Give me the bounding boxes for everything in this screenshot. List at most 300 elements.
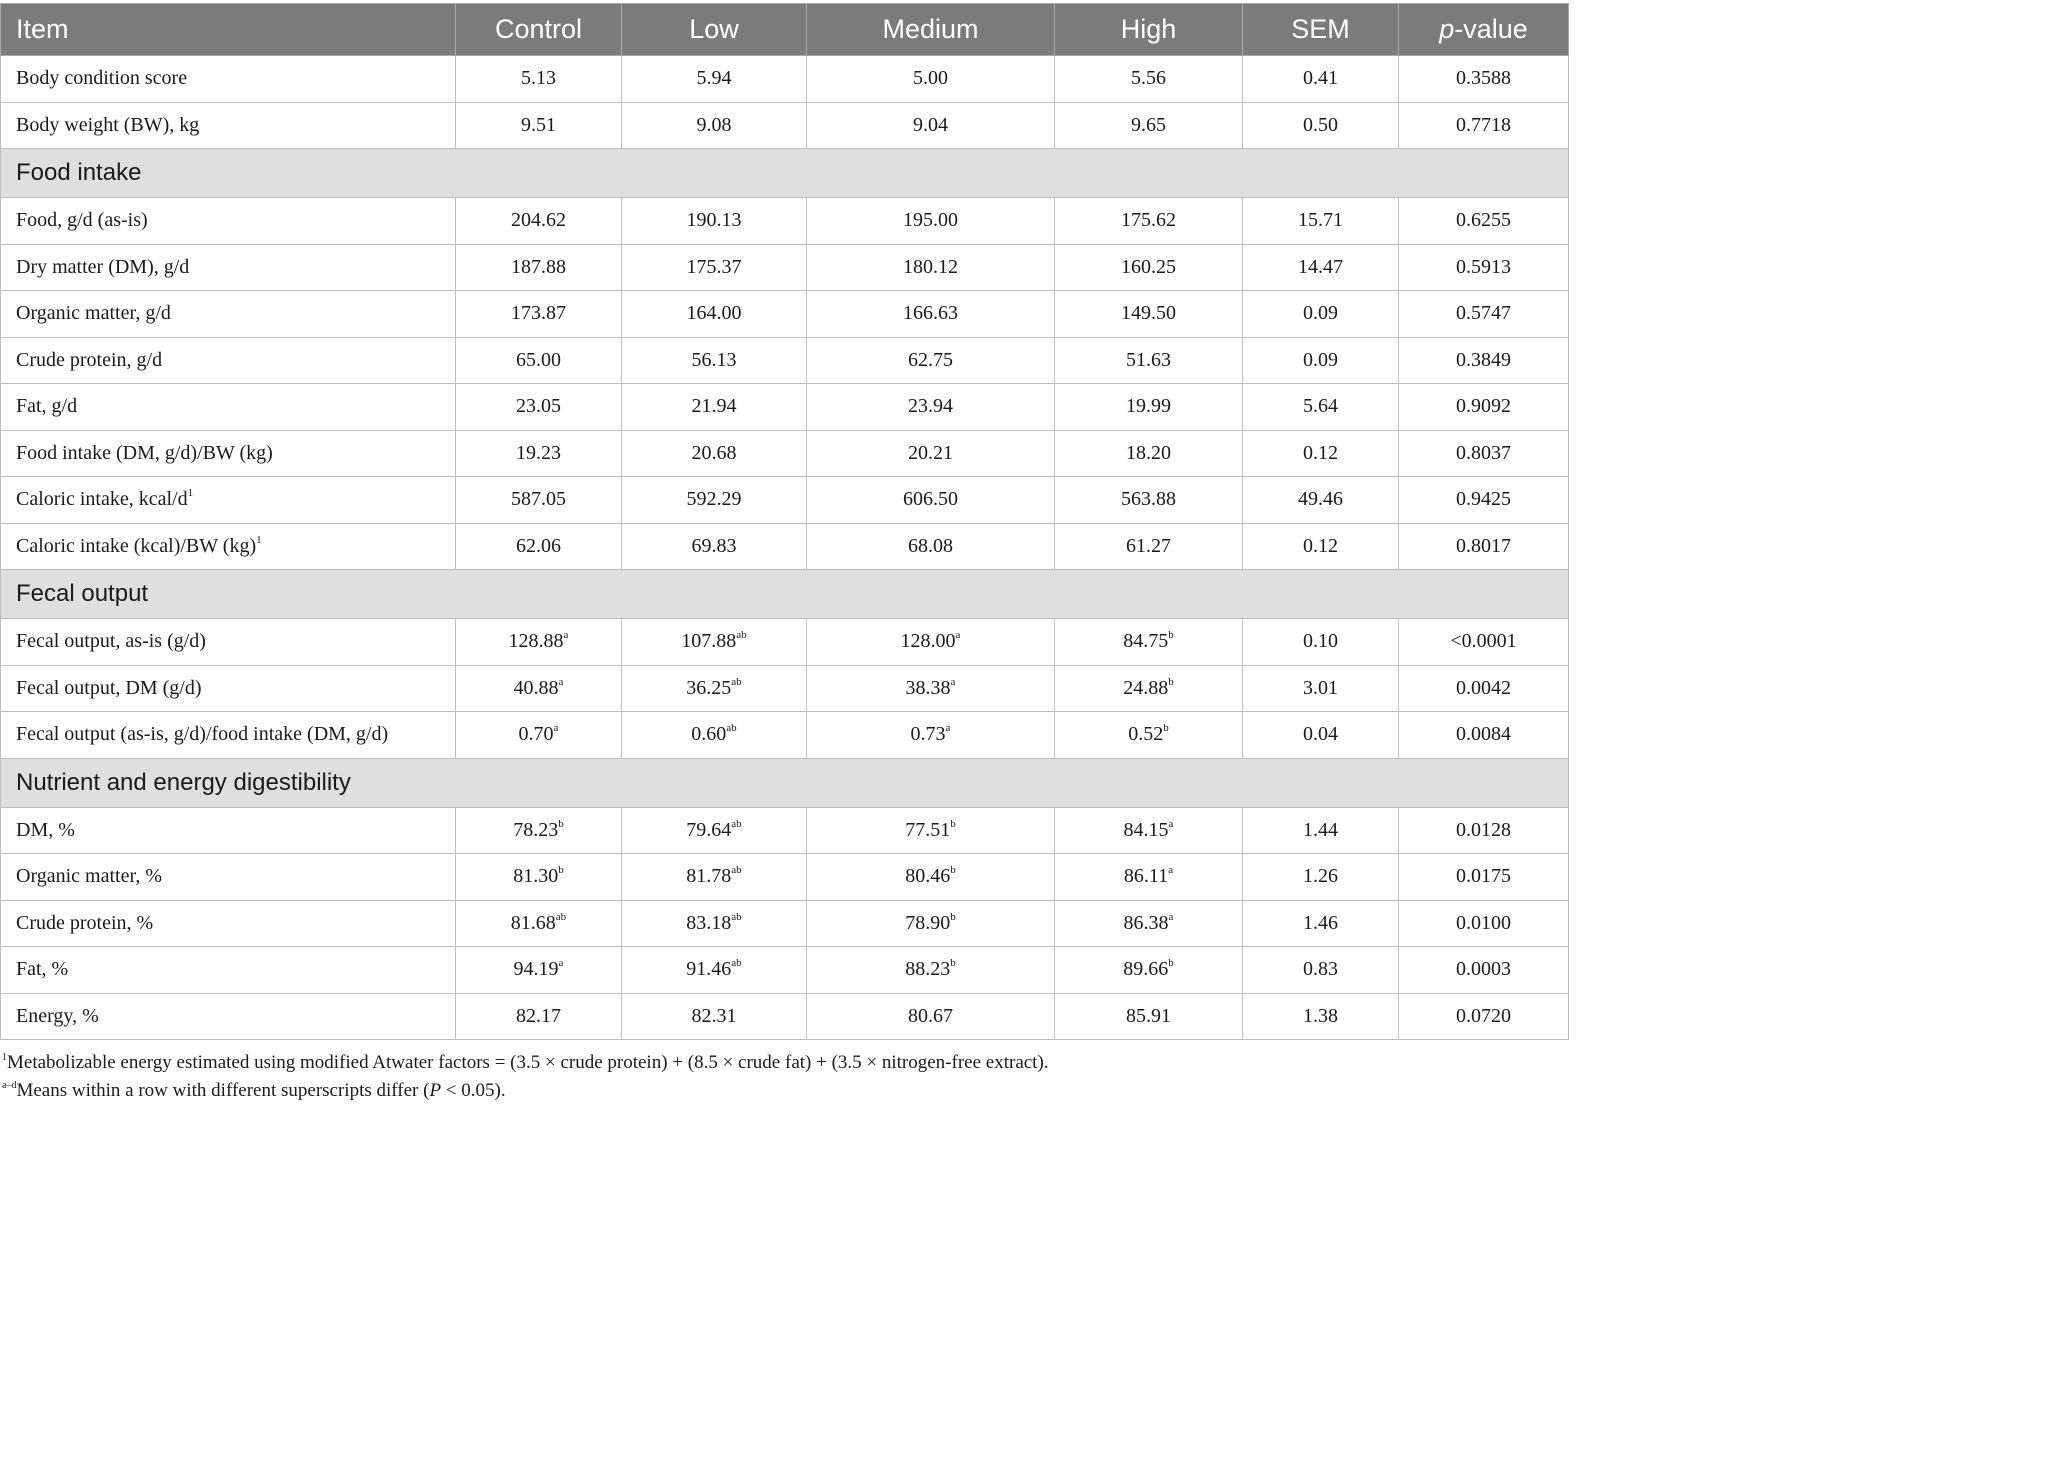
cell-value: 0.04 (1303, 723, 1338, 746)
cell-value: 61.27 (1126, 534, 1171, 557)
cell-value: 0.9425 (1456, 488, 1511, 511)
cell-value: 0.12 (1303, 441, 1338, 464)
cell-control (456, 900, 622, 947)
cell-value: 0.73 (910, 723, 946, 746)
cell-value: 68.08 (908, 534, 953, 557)
footnote-2-text-before: Means within a row with different superscripts differ ( (16, 1080, 430, 1101)
cell-value: 18.20 (1126, 441, 1171, 464)
cell-sem (1243, 619, 1399, 666)
cell-medium (807, 291, 1055, 338)
cell-superscript: ab (731, 817, 742, 830)
table-row (1, 993, 1569, 1040)
cell-sem (1243, 56, 1399, 103)
cell-value: 36.25 (686, 676, 732, 699)
cell-value: 78.90 (905, 911, 951, 934)
row-label (1, 619, 456, 666)
cell-value: 0.6255 (1456, 209, 1511, 232)
cell-value: 40.88 (513, 676, 559, 699)
cell-superscript: b (950, 910, 956, 923)
row-label-text: DM, % (16, 818, 75, 841)
cell-value: 0.12 (1303, 534, 1338, 557)
cell-value: 1.26 (1303, 865, 1338, 888)
row-label (1, 430, 456, 477)
section-row (1, 149, 1569, 198)
cell-value: 38.38 (905, 676, 951, 699)
cell-value: 24.88 (1123, 676, 1169, 699)
cell-value: 84.75 (1123, 630, 1169, 653)
cell-value: 19.99 (1126, 395, 1171, 418)
cell-value: 0.50 (1303, 113, 1338, 136)
table-row (1, 337, 1569, 384)
row-label-footnote-mark: 1 (256, 533, 262, 546)
table-row (1, 665, 1569, 712)
cell-sem (1243, 198, 1399, 245)
row-label-text: Organic matter, g/d (16, 302, 171, 325)
cell-low (622, 384, 807, 431)
cell-pvalue (1399, 198, 1569, 245)
cell-value: 77.51 (905, 818, 951, 841)
cell-high (1055, 477, 1243, 524)
cell-pvalue (1399, 384, 1569, 431)
cell-value: <0.0001 (1450, 630, 1517, 653)
cell-superscript: ab (731, 910, 742, 923)
cell-superscript: b (558, 817, 564, 830)
section-row (1, 570, 1569, 619)
cell-medium (807, 807, 1055, 854)
row-label-text: Fat, % (16, 958, 69, 981)
cell-low (622, 619, 807, 666)
row-label (1, 102, 456, 149)
cell-control (456, 477, 622, 524)
cell-control (456, 102, 622, 149)
cell-high (1055, 337, 1243, 384)
cell-value: 1.44 (1303, 818, 1338, 841)
cell-high (1055, 993, 1243, 1040)
cell-pvalue (1399, 665, 1569, 712)
cell-pvalue (1399, 947, 1569, 994)
cell-pvalue (1399, 56, 1569, 103)
cell-value: 62.75 (908, 348, 953, 371)
row-label-text: Crude protein, g/d (16, 348, 163, 371)
cell-value: 107.88 (681, 630, 737, 653)
cell-value: 606.50 (903, 488, 958, 511)
table-row (1, 102, 1569, 149)
row-label-text: Energy, % (16, 1004, 99, 1027)
cell-medium (807, 477, 1055, 524)
cell-value: 175.62 (1121, 209, 1176, 232)
cell-value: 9.51 (521, 113, 556, 136)
cell-value: 20.21 (908, 441, 953, 464)
cell-value: 62.06 (516, 534, 561, 557)
cell-high (1055, 665, 1243, 712)
cell-value: 89.66 (1123, 958, 1169, 981)
cell-high (1055, 291, 1243, 338)
cell-medium (807, 198, 1055, 245)
cell-sem (1243, 102, 1399, 149)
cell-value: 160.25 (1121, 255, 1176, 278)
cell-value: 5.56 (1131, 67, 1166, 90)
cell-pvalue (1399, 712, 1569, 759)
cell-control (456, 244, 622, 291)
cell-sem (1243, 523, 1399, 570)
cell-value: 9.65 (1131, 113, 1166, 136)
cell-value: 0.5747 (1456, 302, 1511, 325)
cell-pvalue (1399, 854, 1569, 901)
cell-medium (807, 56, 1055, 103)
cell-high (1055, 900, 1243, 947)
cell-value: 79.64 (686, 818, 732, 841)
cell-superscript: ab (736, 629, 747, 642)
cell-value: 166.63 (903, 302, 958, 325)
cell-high (1055, 619, 1243, 666)
cell-pvalue (1399, 291, 1569, 338)
footnotes (0, 1049, 1568, 1105)
cell-value: 0.0128 (1456, 818, 1511, 841)
cell-value: 175.37 (686, 255, 742, 278)
row-label (1, 56, 456, 103)
row-label-text: Food, g/d (as-is) (16, 209, 148, 232)
cell-low (622, 712, 807, 759)
cell-value: 5.64 (1303, 395, 1338, 418)
cell-low (622, 291, 807, 338)
cell-value: 0.09 (1303, 348, 1338, 371)
cell-value: 563.88 (1121, 488, 1176, 511)
cell-pvalue (1399, 337, 1569, 384)
cell-value: 5.00 (913, 67, 948, 90)
row-label-text: Body weight (BW), kg (16, 113, 200, 136)
row-label-text: Food intake (DM, g/d)/BW (kg) (16, 441, 273, 464)
cell-value: 0.09 (1303, 302, 1338, 325)
cell-high (1055, 807, 1243, 854)
cell-pvalue (1399, 900, 1569, 947)
cell-pvalue (1399, 430, 1569, 477)
cell-value: 3.01 (1303, 676, 1338, 699)
cell-low (622, 900, 807, 947)
cell-low (622, 56, 807, 103)
cell-value: 0.0100 (1456, 911, 1511, 934)
cell-medium (807, 384, 1055, 431)
cell-value: 587.05 (511, 488, 566, 511)
cell-medium (807, 712, 1055, 759)
header-control: Control (456, 4, 622, 56)
cell-value: 0.3849 (1456, 348, 1511, 371)
row-label-text: Fecal output, DM (g/d) (16, 676, 202, 699)
cell-control (456, 384, 622, 431)
cell-value: 86.38 (1123, 911, 1169, 934)
cell-superscript: a (1168, 910, 1174, 923)
cell-medium (807, 900, 1055, 947)
cell-value: 128.88 (508, 630, 564, 653)
cell-value: 0.0003 (1456, 958, 1511, 981)
cell-control (456, 430, 622, 477)
header-item: Item (1, 4, 456, 56)
cell-superscript: b (950, 864, 956, 877)
cell-value: 187.88 (511, 255, 566, 278)
cell-value: 91.46 (686, 958, 732, 981)
cell-value: 0.9092 (1456, 395, 1511, 418)
cell-low (622, 198, 807, 245)
cell-value: 0.52 (1128, 723, 1164, 746)
cell-high (1055, 384, 1243, 431)
cell-sem (1243, 900, 1399, 947)
table-row (1, 477, 1569, 524)
row-label-text: Dry matter (DM), g/d (16, 255, 190, 278)
cell-low (622, 477, 807, 524)
row-label (1, 291, 456, 338)
section-title: Fecal output (1, 570, 1569, 619)
cell-value: 69.83 (691, 534, 737, 557)
row-label (1, 807, 456, 854)
cell-value: 0.83 (1303, 958, 1338, 981)
cell-value: 164.00 (686, 302, 742, 325)
header-medium: Medium (807, 4, 1055, 56)
cell-value: 65.00 (516, 348, 561, 371)
cell-medium (807, 619, 1055, 666)
cell-low (622, 854, 807, 901)
cell-sem (1243, 807, 1399, 854)
cell-value: 83.18 (686, 911, 732, 934)
cell-pvalue (1399, 807, 1569, 854)
cell-value: 15.71 (1298, 209, 1343, 232)
cell-sem (1243, 430, 1399, 477)
row-label (1, 665, 456, 712)
cell-pvalue (1399, 244, 1569, 291)
cell-value: 0.0175 (1456, 865, 1511, 888)
table-row (1, 712, 1569, 759)
cell-value: 204.62 (511, 209, 566, 232)
header-high: High (1055, 4, 1243, 56)
row-label (1, 198, 456, 245)
cell-medium (807, 665, 1055, 712)
cell-value: 0.10 (1303, 630, 1338, 653)
cell-value: 23.05 (516, 395, 561, 418)
cell-superscript: b (950, 817, 956, 830)
table-row (1, 384, 1569, 431)
row-label (1, 900, 456, 947)
cell-pvalue (1399, 619, 1569, 666)
cell-high (1055, 947, 1243, 994)
cell-low (622, 523, 807, 570)
section-title: Nutrient and energy digestibility (1, 758, 1569, 807)
row-label-text: Organic matter, % (16, 865, 162, 888)
cell-value: 173.87 (511, 302, 566, 325)
cell-control (456, 947, 622, 994)
cell-sem (1243, 712, 1399, 759)
cell-superscript: ab (731, 957, 742, 970)
table-row (1, 523, 1569, 570)
footnote-2-p: P (429, 1080, 442, 1101)
cell-value: 190.13 (686, 209, 742, 232)
cell-superscript: b (950, 957, 956, 970)
cell-pvalue (1399, 523, 1569, 570)
row-label (1, 477, 456, 524)
cell-sem (1243, 947, 1399, 994)
results-table-container (0, 3, 1568, 1105)
table-body (1, 56, 1569, 1040)
cell-high (1055, 712, 1243, 759)
cell-low (622, 244, 807, 291)
row-label (1, 523, 456, 570)
cell-pvalue (1399, 993, 1569, 1040)
cell-value: 23.94 (908, 395, 953, 418)
cell-value: 0.8017 (1456, 534, 1511, 557)
row-label (1, 384, 456, 431)
cell-value: 0.0720 (1456, 1004, 1511, 1027)
row-label (1, 337, 456, 384)
cell-control (456, 337, 622, 384)
results-table (0, 3, 1569, 1040)
row-label-text: Body condition score (16, 67, 188, 90)
cell-control (456, 665, 622, 712)
cell-value: 1.38 (1303, 1004, 1338, 1027)
cell-value: 94.19 (513, 958, 559, 981)
row-label (1, 854, 456, 901)
cell-superscript: a (553, 722, 559, 735)
cell-high (1055, 854, 1243, 901)
cell-value: 0.70 (518, 723, 554, 746)
cell-value: 56.13 (691, 348, 737, 371)
cell-high (1055, 523, 1243, 570)
cell-high (1055, 244, 1243, 291)
cell-superscript: a (955, 629, 961, 642)
footnote-2-mark: a–d (2, 1080, 17, 1091)
table-row (1, 244, 1569, 291)
row-label (1, 712, 456, 759)
row-label-footnote-mark: 1 (187, 487, 194, 500)
cell-high (1055, 430, 1243, 477)
cell-sem (1243, 665, 1399, 712)
footnote-2 (0, 1077, 1568, 1105)
cell-value: 80.67 (908, 1004, 953, 1027)
cell-low (622, 993, 807, 1040)
cell-low (622, 947, 807, 994)
footnote-1 (0, 1049, 1568, 1077)
cell-superscript: b (558, 864, 564, 877)
cell-value: 81.78 (686, 865, 732, 888)
table-header (1, 4, 1569, 56)
cell-superscript: a (558, 957, 564, 970)
table-row (1, 947, 1569, 994)
cell-low (622, 430, 807, 477)
cell-value: 0.5913 (1456, 255, 1511, 278)
footnote-2-text-after: < 0.05). (441, 1080, 506, 1101)
cell-value: 128.00 (900, 630, 956, 653)
cell-value: 1.46 (1303, 911, 1338, 934)
cell-medium (807, 430, 1055, 477)
footnote-1-mark: 1 (2, 1052, 7, 1063)
cell-medium (807, 947, 1055, 994)
cell-low (622, 807, 807, 854)
row-label-text: Caloric intake (kcal)/BW (kg) (16, 534, 257, 557)
table-row (1, 198, 1569, 245)
cell-sem (1243, 337, 1399, 384)
cell-value: 84.15 (1123, 818, 1169, 841)
cell-control (456, 619, 622, 666)
cell-value: 0.7718 (1456, 113, 1511, 136)
cell-low (622, 665, 807, 712)
cell-value: 0.0084 (1456, 723, 1511, 746)
header-pvalue-italic: p (1439, 14, 1455, 44)
row-label-text: Crude protein, % (16, 911, 154, 934)
table-row (1, 807, 1569, 854)
cell-value: 20.68 (691, 441, 737, 464)
cell-superscript: b (1168, 629, 1174, 642)
cell-superscript: a (950, 675, 956, 688)
row-label (1, 993, 456, 1040)
cell-control (456, 198, 622, 245)
cell-value: 81.68 (510, 911, 556, 934)
cell-value: 88.23 (905, 958, 951, 981)
cell-control (456, 56, 622, 103)
cell-value: 86.11 (1123, 865, 1169, 888)
cell-sem (1243, 477, 1399, 524)
cell-superscript: b (1168, 675, 1174, 688)
cell-pvalue (1399, 102, 1569, 149)
header-pvalue (1399, 4, 1569, 56)
cell-value: 592.29 (686, 488, 742, 511)
cell-value: 80.46 (905, 865, 951, 888)
cell-sem (1243, 291, 1399, 338)
cell-superscript: a (1168, 864, 1174, 877)
cell-control (456, 523, 622, 570)
cell-value: 85.91 (1126, 1004, 1171, 1027)
cell-medium (807, 854, 1055, 901)
table-row (1, 900, 1569, 947)
cell-value: 49.46 (1298, 488, 1343, 511)
row-label-text: Fat, g/d (16, 395, 78, 418)
row-label (1, 947, 456, 994)
cell-value: 19.23 (516, 441, 561, 464)
cell-value: 195.00 (903, 209, 958, 232)
cell-sem (1243, 244, 1399, 291)
cell-medium (807, 244, 1055, 291)
cell-high (1055, 102, 1243, 149)
cell-value: 5.94 (696, 67, 732, 90)
cell-medium (807, 523, 1055, 570)
cell-value: 9.08 (696, 113, 732, 136)
row-label-text: Fecal output (as-is, g/d)/food intake (DM, g/d) (16, 723, 389, 746)
cell-superscript: a (563, 629, 569, 642)
cell-value: 5.13 (521, 67, 556, 90)
cell-superscript: ab (726, 722, 737, 735)
cell-value: 180.12 (903, 255, 958, 278)
cell-superscript: b (1168, 957, 1174, 970)
cell-control (456, 712, 622, 759)
header-pvalue-rest: -value (1454, 14, 1528, 44)
header-sem: SEM (1243, 4, 1399, 56)
cell-medium (807, 993, 1055, 1040)
cell-sem (1243, 854, 1399, 901)
table-row (1, 56, 1569, 103)
cell-value: 78.23 (513, 818, 559, 841)
cell-superscript: ab (731, 675, 742, 688)
cell-control (456, 854, 622, 901)
cell-value: 149.50 (1121, 302, 1176, 325)
cell-control (456, 807, 622, 854)
cell-sem (1243, 384, 1399, 431)
footnote-1-text: Metabolizable energy estimated using modified Atwater factors = (3.5 × crude protein) + (8.5 × crude fat) + (3.5 × nitrogen-free extract). (7, 1052, 1049, 1073)
section-row (1, 758, 1569, 807)
row-label (1, 244, 456, 291)
cell-value: 51.63 (1126, 348, 1171, 371)
cell-superscript: a (945, 722, 951, 735)
cell-value: 0.0042 (1456, 676, 1511, 699)
table-row (1, 291, 1569, 338)
table-row (1, 430, 1569, 477)
cell-control (456, 291, 622, 338)
table-row (1, 619, 1569, 666)
cell-high (1055, 198, 1243, 245)
